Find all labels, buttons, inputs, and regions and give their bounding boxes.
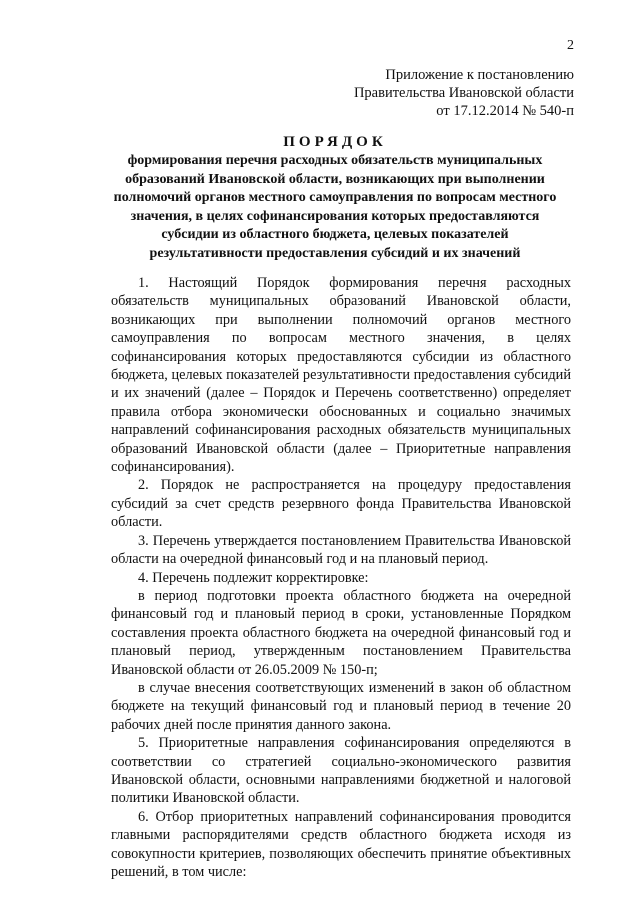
paragraph: 4. Перечень подлежит корректировке: bbox=[138, 569, 369, 586]
paragraph: 1. Настоящий Порядок формирования перечня расходных обязательств муниципальных образований Ивановской области, возникающих при выполнении полномочий органов местного самоуправления по вопросам местного значения, в целях софинансирования которых предоставляются субсидии из областного бюджета, целевых показателей результативности предоставления субсидий и их значений (далее – Порядок и Перечень соответственно) определяет правила отбора экономически обоснованных и социально значимых направлений софинансирования расходных обязательств муниципальных образований Ивановской области (далее – Приоритетные направления софинансирования). bbox=[111, 275, 571, 476]
document-subtitle: формирования перечня расходных обязательств муниципальных образований Ивановской области, возникающих при выполнении полномочий органов местного самоуправления по вопросам местного значения, в целях софинансирования которых предоставляются субсидии из областного бюджета, целевых показателей результативности предоставления субсидий и их значений bbox=[113, 153, 557, 261]
approval-line: Правительства Ивановской области bbox=[353, 85, 574, 101]
paragraph: 3. Перечень утверждается постановлением Правительства Ивановской области на очередной финансовый год и на плановый период. bbox=[111, 532, 571, 568]
approval-line: от 17.12.2014 № 540-п bbox=[436, 103, 574, 119]
page-number: 2 bbox=[567, 38, 574, 53]
approval-block bbox=[274, 66, 574, 120]
paragraph: 6. Отбор приоритетных направлений софинансирования проводится главными распорядителями средств областного бюджета исходя из совокупности критериев, позволяющих обеспечить принятие объективных решений, в том числе: bbox=[111, 808, 571, 880]
document-body bbox=[111, 274, 571, 881]
paragraph: в случае внесения соответствующих изменений в закон об областном бюджете на текущий финансовый год и плановый период в течение 20 рабочих дней после принятия данного закона. bbox=[111, 679, 571, 733]
paragraph: 5. Приоритетные направления софинансирования определяются в соответствии со стратегией социально-экономического развития Ивановской области, основными направлениями бюджетной и налоговой политики Ивановской области. bbox=[111, 735, 571, 807]
paragraph: 2. Порядок не распространяется на процедуру предоставления субсидий за счет средств резервного фонда Правительства Ивановской области. bbox=[111, 477, 571, 531]
approval-line: Приложение к постановлению bbox=[385, 67, 574, 83]
paragraph: в период подготовки проекта областного бюджета на очередной финансовый год и плановый период в сроки, установленные Порядком составления проекта областного бюджета на очередной финансовый год и плановый период, утвержденным постановлением Правительства Ивановской области от 26.05.2009 № 150-п; bbox=[111, 587, 571, 678]
document-title: ПОРЯДОК bbox=[283, 134, 387, 150]
